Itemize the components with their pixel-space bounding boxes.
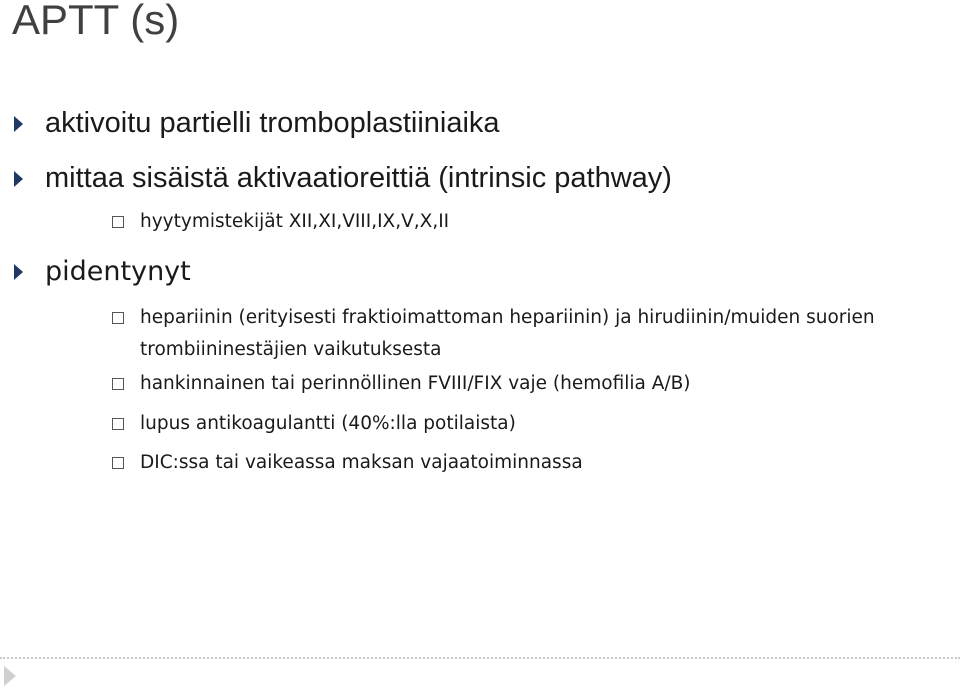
square-bullet-icon (112, 378, 124, 390)
bullet-aktivoitu (14, 107, 500, 140)
bullet-mittaa (14, 162, 672, 195)
triangle-bullet-icon (14, 264, 23, 280)
subbullet-text: hepariinin (erityisesti fraktioimattoman hepariinin) ja hirudiinin/muiden suorien trombiininestäjien vaikutuksesta (140, 307, 875, 360)
square-bullet-icon (112, 312, 124, 324)
subbullet-text: lupus antikoagulantti (40%:lla potilaista) (140, 413, 516, 434)
square-bullet-icon (112, 418, 124, 430)
subbullet-text: hankinnainen tai perinnöllinen FVIII/FIX vaje (hemofilia A/B) (140, 373, 691, 394)
bullet-text: mittaa sisäistä aktivaatioreittiä (intrinsic pathway) (45, 162, 672, 194)
triangle-bullet-icon (14, 116, 23, 132)
square-bullet-icon (112, 457, 124, 469)
slide-title: APTT (s) (12, 0, 180, 43)
subbullet-lupus (112, 408, 922, 440)
footer-triangle-icon (4, 666, 16, 686)
bullet-text: aktivoitu partielli tromboplastiiniaika (45, 107, 500, 139)
square-bullet-icon (112, 216, 124, 228)
subbullet-hankinnainen (112, 368, 922, 400)
bullet-text: pidentynyt (45, 256, 191, 287)
bullet-pidentynyt (14, 256, 191, 287)
subbullet-text: DIC:ssa tai vaikeassa maksan vajaatoiminnassa (140, 452, 583, 473)
subbullet-hyytymistekijat (112, 206, 922, 238)
footer-divider (0, 657, 960, 659)
subbullet-text: hyytymistekijät XII,XI,VIII,IX,V,X,II (140, 211, 450, 232)
subbullet-dic (112, 447, 922, 479)
subbullet-hepariini (112, 302, 922, 366)
triangle-bullet-icon (14, 171, 23, 187)
